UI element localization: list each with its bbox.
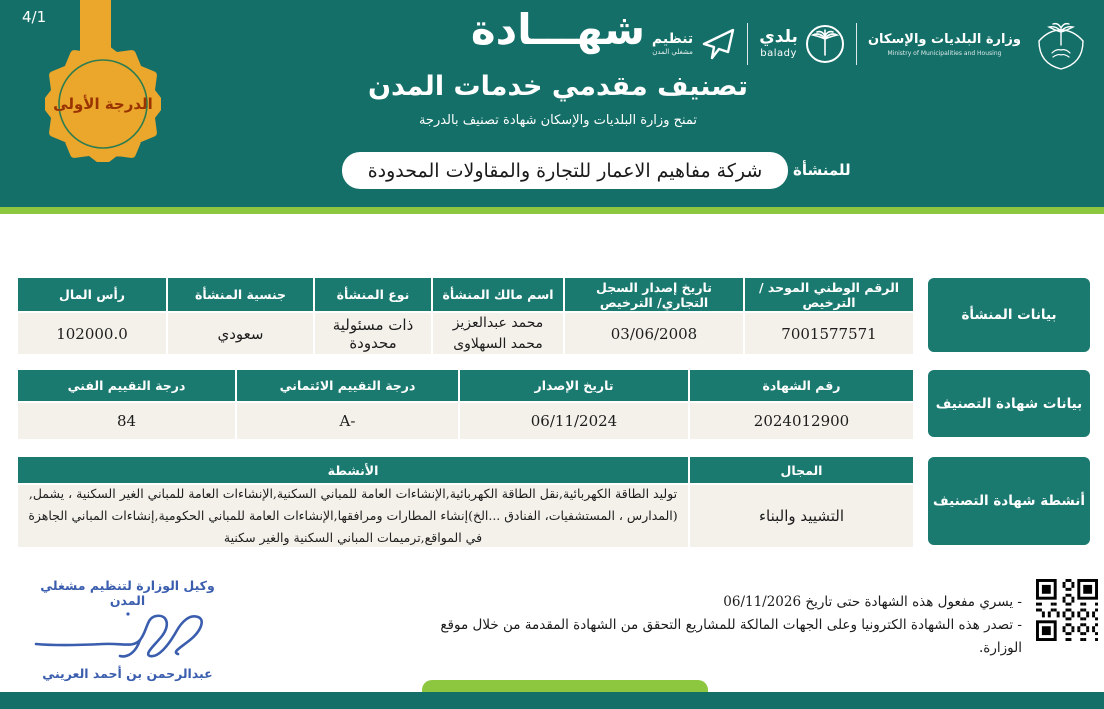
balady-name-arabic: بلدي — [759, 27, 798, 47]
logo-bar — [652, 12, 1090, 76]
certificate-subtitle: تصنيف مقدمي خدمات المدن — [367, 70, 749, 102]
footer-notes — [422, 591, 1022, 660]
qr-code — [1036, 579, 1098, 641]
ministry-emblem-icon — [1032, 15, 1090, 73]
verification-note: - تصدر هذه الشهادة الكترونيا وعلى الجهات المالكة للمشاريع التحقق من الشهادة المقدمة من خلال موقع الوزارة. — [440, 616, 1022, 656]
table-header-cell: رقم الشهادة — [690, 370, 913, 401]
table-header-cell: درجة التقييم الائتماني — [237, 370, 458, 401]
signature-icon — [28, 610, 228, 662]
table-data-cell: سعودي — [168, 313, 313, 354]
signature-block — [25, 578, 230, 681]
table-data-cell: 84 — [18, 403, 235, 439]
table-header-cell: درجة التقييم الفني — [18, 370, 235, 401]
section-label-establishment-data: بيانات المنشأة — [928, 278, 1090, 352]
table-header-cell: تاريخ إصدار السجل التجاري/ الترخيص — [565, 278, 743, 311]
table-data-cell: توليد الطاقة الكهربائية,نقل الطاقة الكهربائية,الإنشاءات العامة للمباني السكنية,الإنشاءات العامة للمباني الغير السكنية ، يشمل,(المدارس ، المستشفيات، الفنادق ...الخ)إنشاء المطارات ومرافقها,الإنشاءات العامة للمباني الحكومية,إنشاءات المباني الجاهزة في المواقع,ترميمات المباني السكنية والغير سكنية — [18, 485, 688, 547]
ministry-name-arabic: وزارة البلديات والإسكان — [867, 31, 1021, 47]
bottom-teal-bar — [0, 692, 1104, 709]
table-header-cell: الرقم الوطني الموحد /الترخيص — [745, 278, 913, 311]
table-data-cell: 7001577571 — [745, 313, 913, 354]
balady-logo — [759, 24, 845, 64]
certificate-tagline: تمنح وزارة البلديات والإسكان شهادة تصنيف بالدرجة — [418, 112, 698, 128]
table-data-cell: A- — [237, 403, 458, 439]
certificate-title: شهـــادة — [470, 5, 646, 54]
signatory-title: وكيل الوزارة لتنظيم مشغلي المدن — [40, 578, 215, 608]
tanzim-name-arabic: تنظيم — [651, 31, 694, 47]
table-data-cell: ذات مسئولية محدودة — [315, 313, 431, 354]
signatory-name: عبدالرحمن بن أحمد العريني — [42, 666, 213, 681]
section-label-certificate-data: بيانات شهادة التصنيف — [928, 370, 1090, 437]
table-header-cell: تاريخ الإصدار — [460, 370, 688, 401]
table-data-cell: 03/06/2008 — [565, 313, 743, 354]
establishment-data-table — [18, 278, 913, 354]
for-establishment-label: للمنشأة — [793, 161, 851, 179]
ministry-logo-text — [868, 32, 1021, 57]
balady-logo-text — [759, 29, 798, 59]
table-header-cell: نوع المنشأة — [315, 278, 431, 311]
table-data-cell: 102000.0 — [18, 313, 166, 354]
table-header-cell: اسم مالك المنشأة — [433, 278, 563, 311]
logo-separator — [856, 23, 857, 65]
table-header-cell: جنسية المنشأة — [168, 278, 313, 311]
certificate-data-table — [18, 370, 913, 439]
table-data-cell: محمد عبدالعزيز محمد السهلاوى — [433, 313, 563, 354]
validity-note: - يسري مفعول هذه الشهادة حتى تاريخ 06/11/2026 — [723, 594, 1022, 610]
table-data-cell: 06/11/2024 — [460, 403, 688, 439]
header-green-stripe — [0, 207, 1104, 214]
table-header-cell: الأنشطة — [18, 457, 688, 483]
logo-separator — [747, 23, 748, 65]
table-data-cell: 2024012900 — [690, 403, 913, 439]
establishment-name-box: شركة مفاهيم الاعمار للتجارة والمقاولات المحدودة — [342, 152, 788, 189]
balady-palm-icon — [805, 24, 845, 64]
table-header-cell: المجال — [690, 457, 913, 483]
balady-name-english: balady — [760, 48, 797, 59]
page-number: 4/1 — [22, 8, 47, 26]
section-label-activities: أنشطة شهادة التصنيف — [928, 457, 1090, 545]
tanzim-logo-text — [652, 32, 693, 56]
tanzim-logo — [652, 27, 736, 61]
grade-badge-label: الدرجة الأولى — [53, 95, 153, 113]
activities-table — [18, 457, 913, 547]
table-header-cell: رأس المال — [18, 278, 166, 311]
tanzim-subtitle: مشغلي المدن — [652, 48, 693, 56]
ministry-name-english: Ministry of Municipalities and Housing — [887, 49, 1002, 57]
tanzim-plane-icon — [700, 27, 736, 61]
table-data-cell: التشييد والبناء — [690, 485, 913, 547]
